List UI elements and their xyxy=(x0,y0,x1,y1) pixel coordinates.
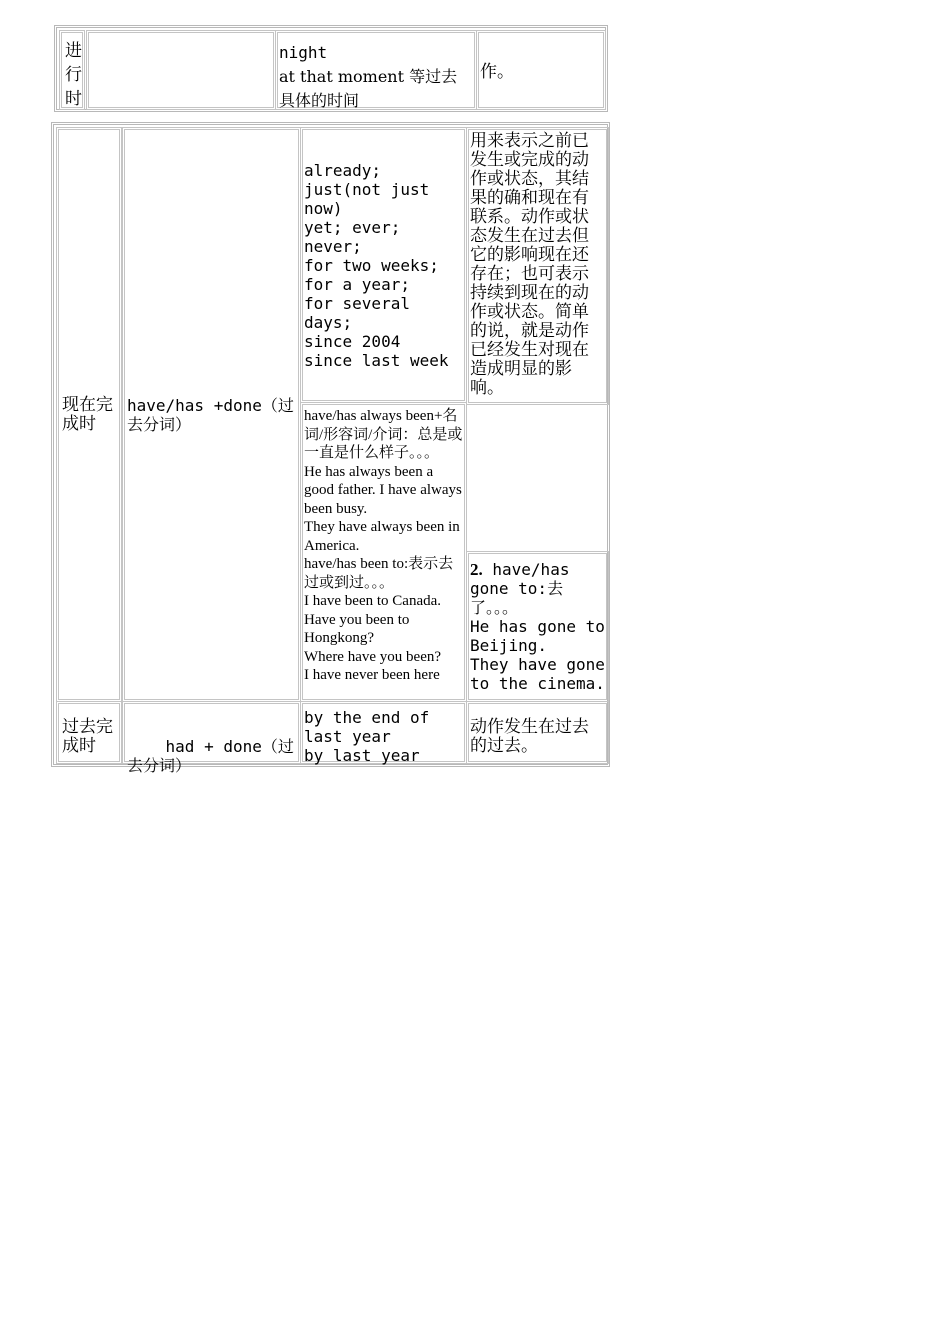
note-line: I have been to Canada. xyxy=(304,593,442,609)
gone-to-title: 2. have/has gone to:去了。。。 xyxy=(470,560,580,617)
note-line: have/has always been+名词/形容词/介词：总是或一直是什么样子。。。 xyxy=(304,408,463,461)
tense-char: 行 xyxy=(65,65,82,85)
past-perfect-usage-cell xyxy=(466,701,609,764)
tense-table-continued xyxy=(54,25,608,112)
tense-name-cell xyxy=(59,30,85,110)
usage-text: 作。 xyxy=(480,62,514,82)
note-line: They have always been in America. xyxy=(304,519,460,554)
present-perfect-signals-cell xyxy=(300,127,467,403)
signal-word: yet; ever; never; xyxy=(304,217,410,256)
present-perfect-structure-cell xyxy=(122,127,301,702)
present-perfect-name-cell xyxy=(56,127,122,702)
note-line: He has always been a good father. I have always been busy. xyxy=(304,463,462,517)
present-perfect-usage: 用来表示之前已发生或完成的动作或状态，其结果的确和现在有联系。动作或状态发生在过去但它的影响现在还存在；也可表示持续到现在的动作或状态。简单的说，就是动作已经发生对现在造成明显的影响。 xyxy=(470,131,589,398)
gone-to-cell xyxy=(466,551,615,702)
list-number: 2. xyxy=(470,560,483,579)
past-perfect-structure-cell xyxy=(122,701,301,775)
note-line: Where have you been? xyxy=(304,648,442,665)
present-perfect-structure: have/has +done（过去分词） xyxy=(127,395,294,434)
past-perfect-name-cell xyxy=(56,701,122,764)
signal-word: just(not just now) xyxy=(304,179,439,218)
present-perfect-usage-cell xyxy=(466,127,609,405)
example-line: He has gone to Beijing. xyxy=(470,617,615,655)
signal-list xyxy=(304,161,463,370)
signal-word: for several days; xyxy=(304,293,420,332)
past-perfect-signals-cell xyxy=(300,701,467,764)
tense-table xyxy=(51,122,615,775)
usage-cell xyxy=(476,30,606,110)
example-line: They have gone to the cinema. xyxy=(470,655,615,693)
structure-cell xyxy=(86,30,276,110)
past-perfect-usage: 动作发生在过去的过去。 xyxy=(470,717,589,756)
tense-char: 进 xyxy=(65,41,82,61)
signal-word: since 2004 xyxy=(304,331,401,351)
tense-char: 时 xyxy=(65,89,82,109)
note-line: Have you been to Hongkong? xyxy=(304,611,410,646)
present-perfect-name: 现在完成时 xyxy=(62,394,113,434)
present-perfect-notes-cell xyxy=(300,402,467,702)
signal-word: by last year xyxy=(304,746,420,765)
note-line: have/has been to:表示去过或到过。。。 xyxy=(304,556,454,591)
signal-word: already; xyxy=(304,160,382,180)
note-line: I have never been here xyxy=(304,667,440,683)
signal-word: night xyxy=(279,43,328,62)
signal-word: by the end of last year xyxy=(304,708,439,746)
signal-word: for two weeks; xyxy=(304,255,439,275)
signal-words-cell xyxy=(275,30,477,110)
signal-word: since last week xyxy=(304,350,449,370)
signal-word: for a year; xyxy=(304,274,410,294)
past-perfect-structure: had + done（过去分词） xyxy=(127,737,294,775)
past-perfect-name: 过去完成时 xyxy=(62,717,113,756)
signal-word: at that moment 等过去具体的时间 xyxy=(279,67,458,110)
